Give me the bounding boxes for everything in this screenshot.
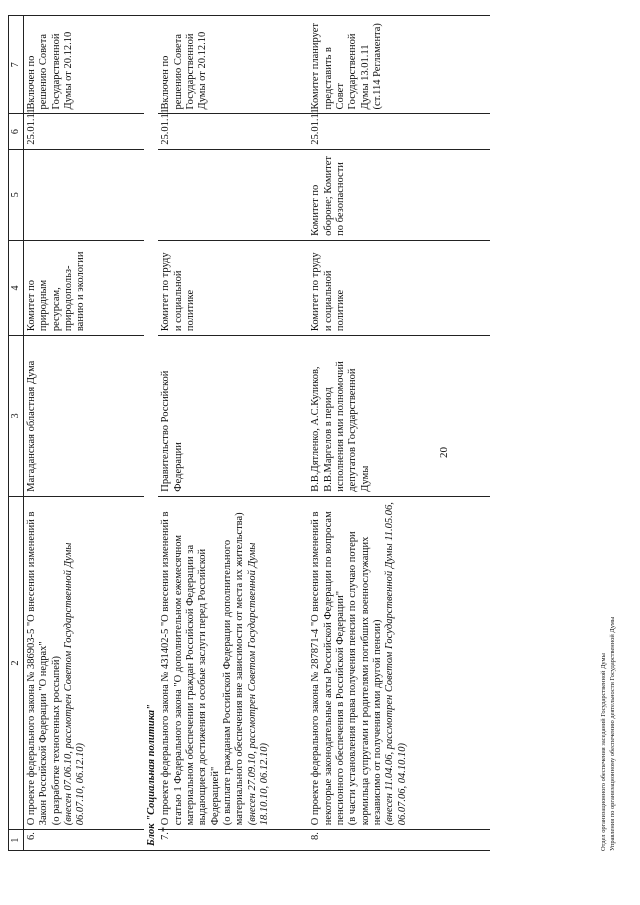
bill-detail: (о разработке техногенных россыпей) xyxy=(50,656,62,826)
bill-detail: (в части установления права получения пенсии по случаю потери кормильца супругами и родителями погибших военнослужащих независимо от получения ими другой пенсии) xyxy=(347,531,384,826)
table-row xyxy=(158,16,308,851)
column-number-1: 1 xyxy=(9,830,24,851)
block-heading-row xyxy=(144,16,158,851)
bill-initiator: Правительство Российской Федерации xyxy=(158,336,308,497)
bill-description xyxy=(158,496,308,830)
bills-schedule-table xyxy=(8,15,490,851)
document-footer xyxy=(600,617,617,851)
footer-department-line: Отдел организационного обеспечения заседаний Государственной Думы xyxy=(600,653,607,851)
row-number: 7.* xyxy=(158,830,308,851)
consideration-date: 25.01.11 xyxy=(308,114,490,149)
consideration-date: 25.01.11 xyxy=(23,114,144,149)
remarks: Включен по решению Совета Государственной Думы от 20.12.10 xyxy=(23,16,144,114)
table-row xyxy=(308,16,490,851)
responsible-committee: Комитет по природным ресурсам, природопольз-ванию и экологии xyxy=(23,240,144,335)
co-executor-committee xyxy=(158,149,308,240)
column-number-4: 4 xyxy=(9,240,24,335)
bill-status-note: (внесен 11.04.06, рассмотрен Советом Государственной Думы 11.05.06, 06.07.06, 04.10.10) xyxy=(384,502,408,826)
column-number-header-row xyxy=(9,16,24,851)
bill-title: О проекте федерального закона № 431402-5 "О внесении изменений в статью 1 Федерального закона "О дополнительном ежемесячном материальном обеспечении граждан Российской Федерации за выдающиеся достижения и особые заслуги перед Российской Федерацией" xyxy=(160,511,221,826)
remarks: Включен по решению Совета Государственной Думы от 20.12.10 xyxy=(158,16,308,114)
row-number: 8. xyxy=(308,830,490,851)
bill-description xyxy=(23,496,144,830)
co-executor-committee xyxy=(23,149,144,240)
column-number-7: 7 xyxy=(9,16,24,114)
responsible-committee: Комитет по труду и социальной политике xyxy=(158,240,308,335)
footer-directorate-line: Управления по организационному обеспечению деятельности Государственной Думы xyxy=(608,616,616,851)
column-number-6: 6 xyxy=(9,114,24,149)
remarks: Комитет планирует представить в Совет Государственной Думы 13.01.11 (ст.114 Регламента) xyxy=(308,16,490,114)
bill-title: О проекте федерального закона № 287871-4 "О внесении изменений в некоторые законодательные акты Российской Федерации по вопросам пенсионного обеспечения в Российской Федерации" xyxy=(310,511,346,826)
bill-description xyxy=(308,496,490,830)
column-number-2: 2 xyxy=(9,496,24,830)
bill-title: О проекте федерального закона № 386903-5 "О внесении изменений в Закон Российской Федерации "О недрах" xyxy=(25,511,50,826)
bill-status-note: (внесен 27.09.10, рассмотрен Советом Государственной Думы 18.10.10, 06.12.10) xyxy=(246,542,271,826)
page-number: 20 xyxy=(438,447,450,458)
row-number: 6. xyxy=(23,830,144,851)
block-title: Блок "Социальная политика" xyxy=(144,16,158,851)
bill-initiator: В.В.Дятленко, А.С.Куликов, В.В.Маргелов в период исполнения ими полномочий депутатов Государственной Думы xyxy=(308,336,490,497)
responsible-committee: Комитет по труду и социальной политике xyxy=(308,240,490,335)
column-number-5: 5 xyxy=(9,149,24,240)
co-executor-committee: Комитет по обороне; Комитет по безопасности xyxy=(308,149,490,240)
column-number-3: 3 xyxy=(9,336,24,497)
table-row xyxy=(23,16,144,851)
bill-initiator: Магаданская областная Дума xyxy=(23,336,144,497)
consideration-date: 25.01.11 xyxy=(158,114,308,149)
bill-detail: (о выплате гражданам Российской Федерации дополнительного материального обеспечения вне зависимости от места их жительства) xyxy=(222,512,246,826)
bill-status-note: (внесен 07.06.10, рассмотрен Советом Государственной Думы 06.07.10, 06.12.10) xyxy=(62,542,87,826)
